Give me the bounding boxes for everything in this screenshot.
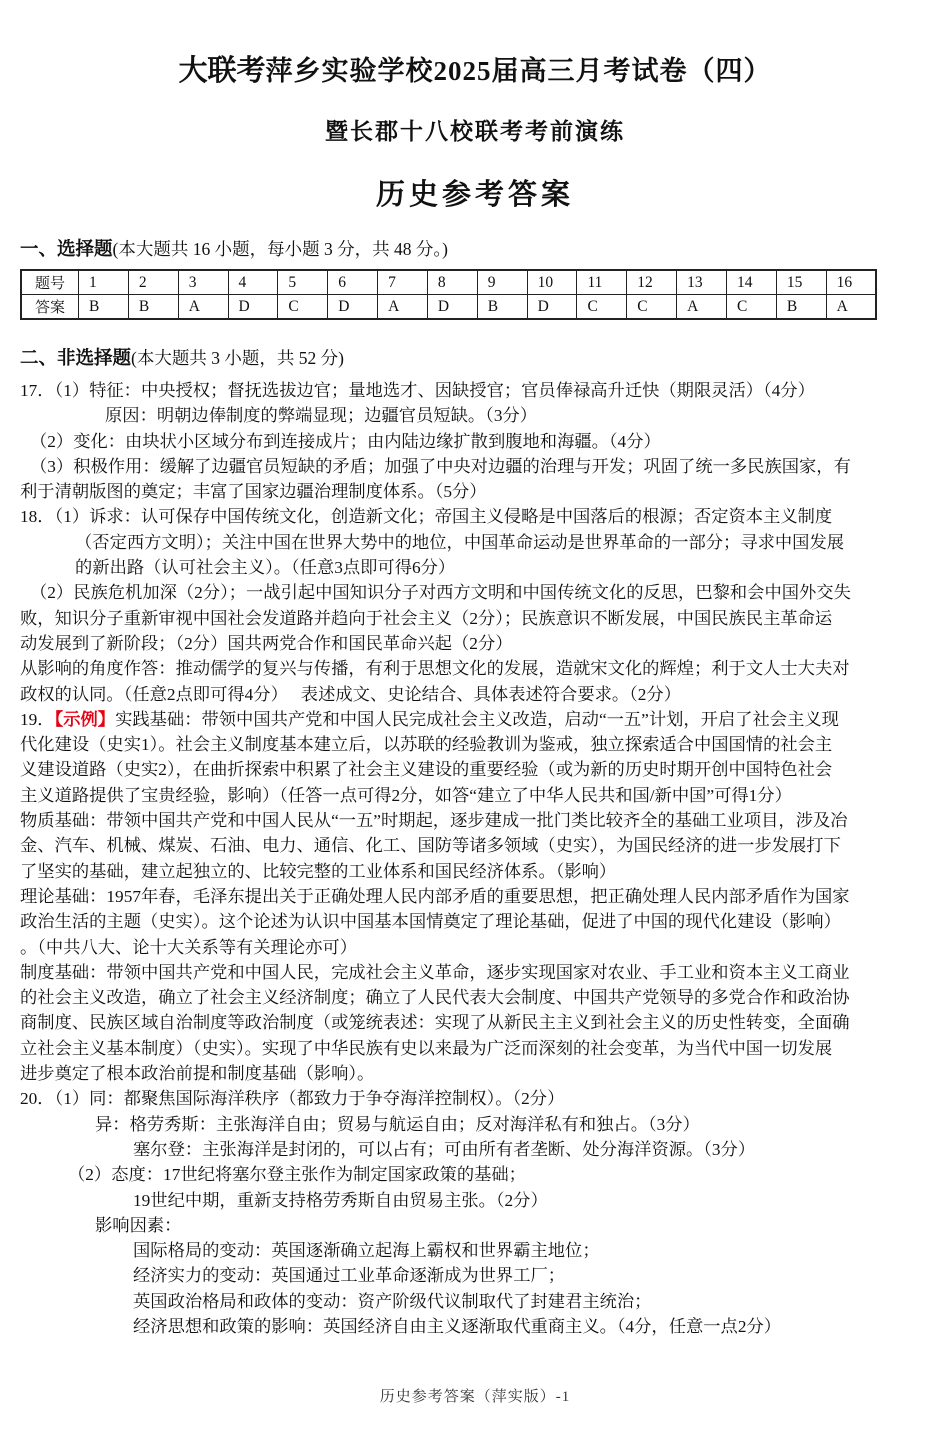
question-number-cell: 12 <box>627 270 677 295</box>
answer-cell: A <box>178 295 228 320</box>
answer-line: 金、汽车、机械、煤炭、石油、电力、通信、化工、国防等诸多领域（史实），为国民经济的进一步发展打下 <box>20 836 841 856</box>
answer-line: 19世纪中期，重新支持格劳秀斯自由贸易主张。（2分） <box>133 1190 548 1210</box>
answer-cell: B <box>477 295 527 320</box>
answer-line: 立社会主义基本制度）（史实）。实现了中华民族有史以来最为广泛而深刻的社会变革，为当代中国一切发展 <box>20 1038 833 1058</box>
answer-cell: D <box>427 295 477 320</box>
question-number-cell: 14 <box>726 270 776 295</box>
answer-line: 经济实力的变动：英国通过工业革命逐渐成为世界工厂； <box>133 1266 566 1286</box>
section2-label: 二、非选择题 <box>20 347 132 368</box>
question-number-cell: 4 <box>228 270 278 295</box>
exam-title-text: 萍乡实验学校2025届高三月考试卷（四） <box>265 56 772 86</box>
question-number-cell: 8 <box>427 270 477 295</box>
section2-header <box>20 344 930 370</box>
question-number-row <box>21 270 876 295</box>
question-number-cell: 1 <box>79 270 129 295</box>
section1-desc: (本大题共 16 小题，每小题 3 分，共 48 分。) <box>112 239 448 259</box>
answer-line: （3）积极作用：缓解了边疆官员短缺的矛盾；加强了中央对边疆的治理与开发；巩固了统一多民族国家，有 <box>30 456 851 476</box>
page-title: 历史参考答案 <box>375 179 574 211</box>
answer-line: 商制度、民族区域自治制度等政治制度（或笼统表述：实现了从新民主主义到社会主义的历史性转变，全面确 <box>20 1013 850 1033</box>
answer-cell: C <box>726 295 776 320</box>
section2-desc: (本大题共 3 小题，共 52 分) <box>131 348 344 368</box>
answer-cell: D <box>527 295 577 320</box>
row-header-cell: 答案 <box>21 295 79 320</box>
answer-line-text: 实践基础：带领中国共产党和中国人民完成社会主义改造，启动“一五”计划，开启了社会主义现 <box>115 709 839 729</box>
exam-title <box>20 48 930 89</box>
answer-line: 政权的认同。（任意2点即可得4分） 表述成文、史论结合、具体表述符合要求。（2分） <box>20 684 681 704</box>
choice-answers-table <box>20 269 877 320</box>
exam-subtitle: 暨长郡十八校联考考前演练 <box>325 119 625 144</box>
question-number-cell: 15 <box>776 270 826 295</box>
answer-line: （2）变化：由块状小区域分布到连接成片；由内陆边缘扩散到腹地和海疆。（4分） <box>30 431 661 451</box>
question-number-cell: 16 <box>826 270 876 295</box>
answer-line: 的社会主义改造，确立了社会主义经济制度；确立了人民代表大会制度、中国共产党领导的多党合作和政治协 <box>20 988 850 1008</box>
answer-line: 进步奠定了根本政治前提和制度基础（影响）。 <box>20 1064 375 1084</box>
answer-line: 。（中共八大、论十大关系等有关理论亦可） <box>20 937 357 957</box>
answer-line: 制度基础：带领中国共产党和中国人民，完成社会主义革命，逐步实现国家对农业、手工业和资本主义工商业 <box>20 962 850 982</box>
answer-cell: B <box>776 295 826 320</box>
answer-cell: C <box>278 295 328 320</box>
answer-line: 塞尔登：主张海洋是封闭的，可以占有；可由所有者垄断、处分海洋资源。（3分） <box>133 1139 756 1159</box>
page-footer: 历史参考答案（萍实版）-1 <box>379 1389 571 1405</box>
answer-line: 利于清朝版图的奠定；丰富了国家边疆治理制度体系。（5分） <box>20 482 487 502</box>
answer-line: 影响因素： <box>95 1215 182 1235</box>
question-number-cell: 2 <box>128 270 178 295</box>
answer-line: 英国政治格局和政体的变动：资产阶级代议制取代了封建君主统治； <box>133 1291 652 1311</box>
answer-line: 主义道路提供了宝贵经验，影响）（任答一点可得2分，如答“建立了中华人民共和国/新中国”可得1分） <box>20 785 792 805</box>
question-number-cell: 9 <box>477 270 527 295</box>
answer-line: 从影响的角度作答：推动儒学的复兴与传播，有利于思想文化的发展，造就宋文化的辉煌；利于文人士大夫对 <box>20 659 850 679</box>
answer-line: 了坚实的基础，建立起独立的、比较完整的工业体系和国民经济体系。（影响） <box>20 861 617 881</box>
answer-cell: A <box>677 295 727 320</box>
answer-line: 败，知识分子重新审视中国社会发道路并趋向于社会主义（2分）；民族意识不断发展，中国民族民主革命运 <box>20 608 833 628</box>
answer-cell: C <box>627 295 677 320</box>
answer-cell: C <box>577 295 627 320</box>
answer-line: 经济思想和政策的影响：英国经济自由主义逐渐取代重商主义。（4分，任意一点2分） <box>133 1316 782 1336</box>
question-number-prefix: 19． <box>20 709 55 729</box>
answer-line: 异：格劳秀斯：主张海洋自由；贸易与航运自由；反对海洋私有和独占。（3分） <box>95 1114 700 1134</box>
row-header-cell: 题号 <box>21 270 79 295</box>
answer-line: （2）民族危机加深（2分）；一战引起中国知识分子对西方文明和中国传统文化的反思，巴黎和会中国外交失 <box>30 583 851 603</box>
section1-label: 一、选择题 <box>20 238 113 259</box>
answer-line: （2）态度：17世纪将塞尔登主张作为制定国家政策的基础； <box>68 1165 526 1185</box>
answer-line: 20．（1）同：都聚焦国际海洋秩序（都致力于争夺海洋控制权）。（2分） <box>20 1089 565 1109</box>
answer-cell: B <box>128 295 178 320</box>
subjective-answers <box>20 378 930 1339</box>
answer-line: 国际格局的变动：英国逐渐确立起海上霸权和世界霸主地位； <box>133 1241 600 1261</box>
question-number-cell: 13 <box>677 270 727 295</box>
answer-cell: A <box>378 295 428 320</box>
answer-line: 理论基础：1957年春，毛泽东提出关于正确处理人民内部矛盾的重要思想，把正确处理人民内部矛盾作为国家 <box>20 886 850 906</box>
answer-line: 义建设道路（史实2），在曲折探索中积累了社会主义建设的重要经验（或为新的历史时期开创中国特色社会 <box>20 760 833 780</box>
question-number-cell: 11 <box>577 270 627 295</box>
answer-line: 政治生活的主题（史实）。这个论述为认识中国基本国情奠定了理论基础，促进了中国的现代化建设（影响） <box>20 912 841 932</box>
question-number-cell: 6 <box>328 270 378 295</box>
answer-row <box>21 295 876 320</box>
answer-line: 18．（1）诉求：认可保存中国传统文化，创造新文化；帝国主义侵略是中国落后的根源；否定资本主义制度 <box>20 507 833 527</box>
answer-line: 的新出路（认可社会主义）。（任意3点即可得6分） <box>75 558 456 578</box>
answer-line: 原因：明朝边俸制度的弊端显现；边疆官员短缺。（3分） <box>105 406 538 426</box>
question-number-cell: 7 <box>378 270 428 295</box>
question-number-cell: 5 <box>278 270 328 295</box>
question-number-cell: 3 <box>178 270 228 295</box>
answer-cell: A <box>826 295 876 320</box>
answer-cell: D <box>328 295 378 320</box>
example-badge: 【示例】 <box>54 709 116 729</box>
answer-line: 动发展到了新阶段；（2分）国共两党合作和国民革命兴起（2分） <box>20 633 513 653</box>
answer-line: 17．（1）特征：中央授权；督抚选拔边官；量地选才、因缺授官；官员俸禄高升迁快（期限灵活）（4分） <box>20 381 815 400</box>
answer-line: （否定西方文明）；关注中国在世界大势中的地位，中国革命运动是世界革命的一部分；寻求中国发展 <box>75 532 845 552</box>
answer-line: 物质基础：带领中国共产党和中国人民从“一五”时期起，逐步建成一批门类比较齐全的基础工业项目，涉及冶 <box>20 811 848 831</box>
answer-line <box>20 707 930 732</box>
brand-logo: 大联考 <box>178 55 266 87</box>
section1-header <box>20 235 930 261</box>
question-number-cell: 10 <box>527 270 577 295</box>
answer-line: 代化建设（史实1）。社会主义制度基本建立后，以苏联的经验教训为鉴戒，独立探索适合中国国情的社会主 <box>20 735 833 755</box>
answer-cell: D <box>228 295 278 320</box>
answer-cell: B <box>79 295 129 320</box>
